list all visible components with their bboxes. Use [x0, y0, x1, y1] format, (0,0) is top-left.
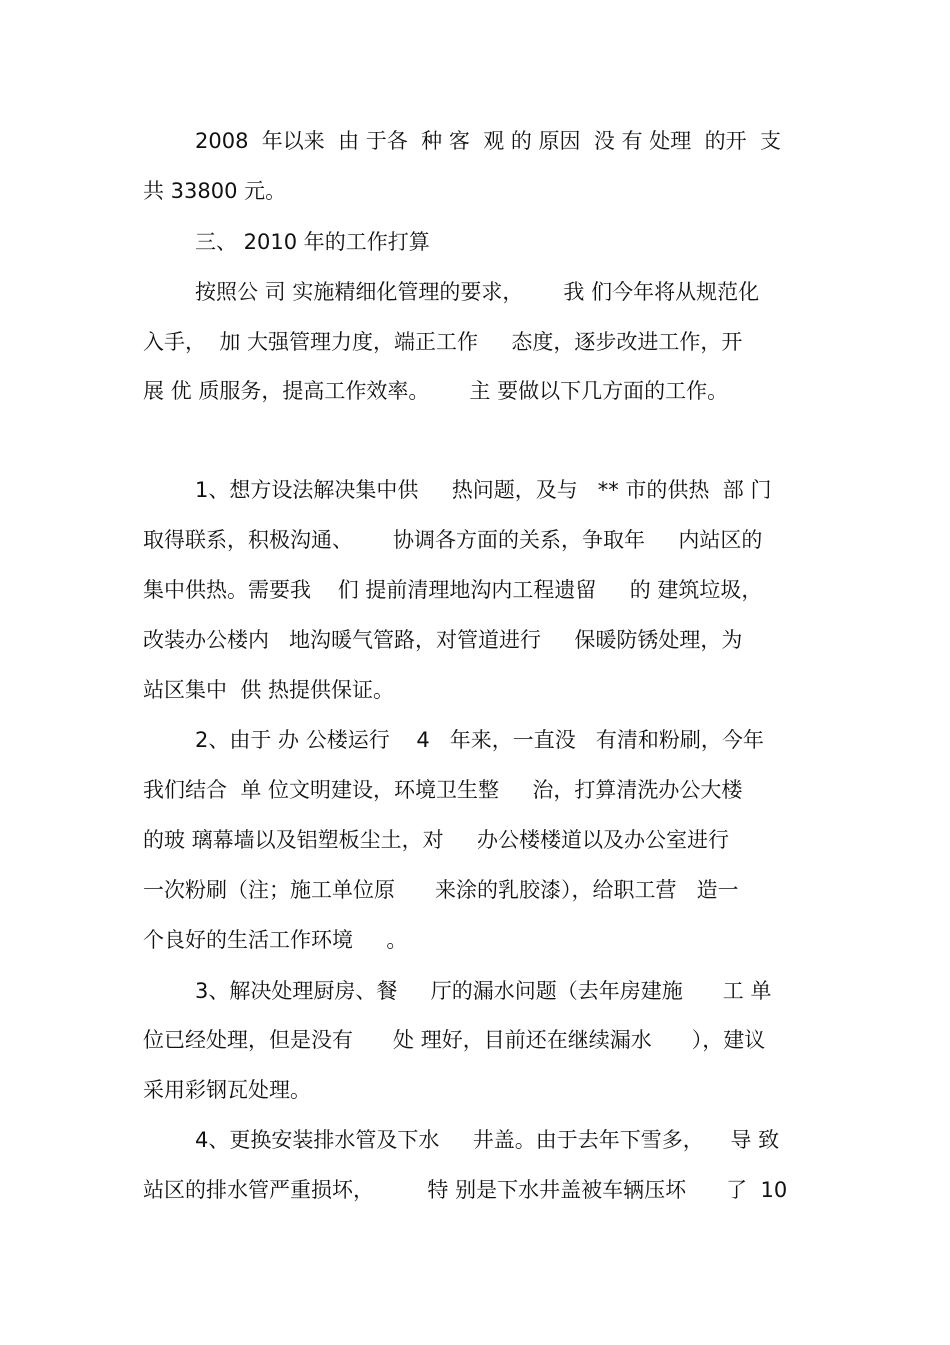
list-item-1-line: 改装办公楼内 地沟暖气管路，对管道进行 保暖防锈处理，为 [143, 628, 743, 652]
list-item-1-line: 1、想方设法解决集中供 热问题，及与 ** 市的供热 部 门 [195, 478, 772, 502]
list-item-3-line: 位已经处理，但是没有 处 理好，目前还在继续漏水 ），建议 [143, 1028, 766, 1052]
list-item-2-line: 2、由于 办 公楼运行 4 年来，一直没 有清和粉刷，今年 [195, 728, 764, 752]
list-item-4-line: 4、更换安装排水管及下水 井盖。由于去年下雪多， 导 致 [195, 1128, 780, 1152]
section-heading: 三、 2010 年的工作打算 [195, 230, 430, 254]
list-item-2-line: 的玻 璃幕墙以及铝塑板尘土，对 办公楼楼道以及办公室进行 [143, 828, 730, 852]
list-item-3-line: 3、解决处理厨房、餐 厅的漏水问题（去年房建施 工 单 [195, 979, 772, 1003]
paragraph-line: 2008 年以来 由 于各 种 客 观 的 原因 没 有 处理 的开 支 [195, 129, 781, 153]
list-item-3-line: 采用彩钢瓦处理。 [143, 1078, 311, 1102]
list-item-2-line: 个良好的生活工作环境 。 [143, 928, 408, 952]
list-item-2-line: 一次粉刷（注；施工单位原 来涂的乳胶漆），给职工营 造一 [143, 878, 739, 902]
paragraph-line: 按照公 司 实施精细化管理的要求， 我 们今年将从规范化 [195, 280, 760, 304]
list-item-1-line: 集中供热。需要我 们 提前清理地沟内工程遗留 的 建筑垃圾， [143, 578, 763, 602]
list-item-1-line: 站区集中 供 热提供保证。 [143, 678, 395, 702]
paragraph-line: 入手， 加 大强管理力度，端正工作 态度，逐步改进工作，开 [143, 330, 743, 354]
paragraph-line: 展 优 质服务，提高工作效率。 主 要做以下几方面的工作。 [143, 379, 729, 403]
list-item-4-line: 站区的排水管严重损坏， 特 别是下水井盖被车辆压坏 了 10 [143, 1178, 788, 1202]
list-item-1-line: 取得联系，积极沟通、 协调各方面的关系，争取年 内站区的 [143, 528, 763, 552]
list-item-2-line: 我们结合 单 位文明建设，环境卫生整 治，打算清洗办公大楼 [143, 778, 743, 802]
paragraph-line: 共 33800 元。 [143, 179, 287, 203]
